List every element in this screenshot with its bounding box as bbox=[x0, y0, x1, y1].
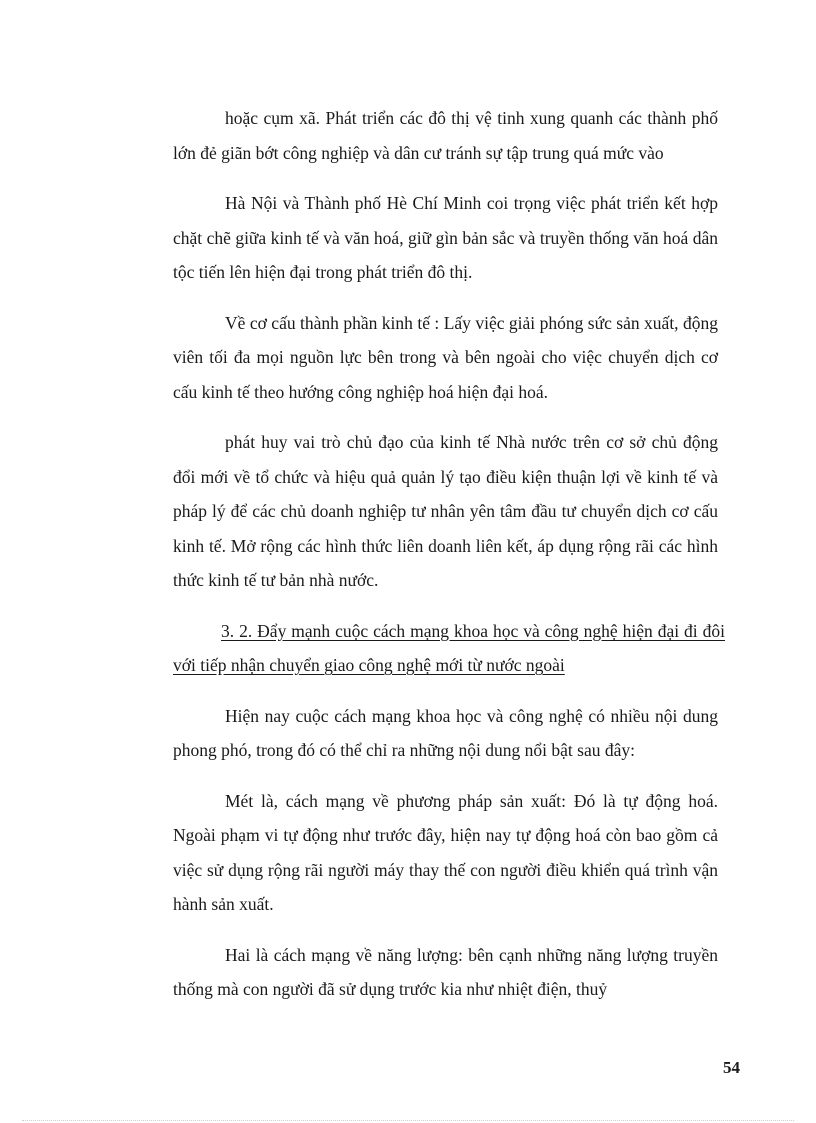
page-bottom-divider bbox=[22, 1120, 794, 1121]
body-text bbox=[173, 101, 725, 1023]
paragraph: Hiện nay cuộc cách mạng khoa học và công nghệ có nhiều nội dung phong phó, trong đó có thể chỉ ra những nội dung nổi bật sau đây: bbox=[173, 705, 718, 760]
paragraph: Mét là, cách mạng về phương pháp sản xuất: Đó là tự động hoá. Ngoài phạm vi tự động như trước đây, hiện nay tự động hoá còn bao gồm cả việc sử dụng rộng rãi người máy thay thế con người điều khiển quá trình vận hành sản xuất. bbox=[173, 790, 718, 914]
paragraph: Hà Nội và Thành phố Hè Chí Minh coi trọng việc phát triển kết hợp chặt chẽ giữa kinh tế và văn hoá, giữ gìn bản sắc và truyền thống văn hoá dân tộc tiến lên hiện đại trong phát triển đô thị. bbox=[173, 193, 718, 282]
section-heading: 3. 2. Đẩy mạnh cuộc cách mạng khoa học và công nghệ hiện đại đi đôi với tiếp nhận chuyển giao công nghệ mới từ nước ngoài bbox=[173, 620, 725, 675]
page-number: 54 bbox=[723, 1058, 740, 1077]
paragraph: Về cơ cấu thành phần kinh tế : Lấy việc giải phóng sức sản xuất, động viên tối đa mọi nguồn lực bên trong và bên ngoài cho việc chuyển dịch cơ cấu kinh tế theo hướng công nghiệp hoá hiện đại hoá. bbox=[173, 312, 718, 402]
paragraph: hoặc cụm xã. Phát triển các đô thị vệ tinh xung quanh các thành phố lớn đẻ giãn bớt công nghiệp và dân cư tránh sự tập trung quá mức vào bbox=[173, 108, 718, 163]
paragraph: Hai là cách mạng về năng lượng: bên cạnh những năng lượng truyền thống mà con người đã sử dụng trước kia như nhiệt điện, thuỷ bbox=[173, 944, 718, 999]
paragraph: phát huy vai trò chủ đạo của kinh tế Nhà nước trên cơ sở chủ động đổi mới về tổ chức và hiệu quả quản lý tạo điều kiện thuận lợi về kinh tế và pháp lý để các chủ doanh nghiệp tư nhân yên tâm đầu tư chuyển dịch cơ cấu kinh tế. Mở rộng các hình thức liên doanh liên kết, áp dụng rộng rãi các hình thức kinh tế tư bản nhà nước. bbox=[173, 432, 718, 590]
